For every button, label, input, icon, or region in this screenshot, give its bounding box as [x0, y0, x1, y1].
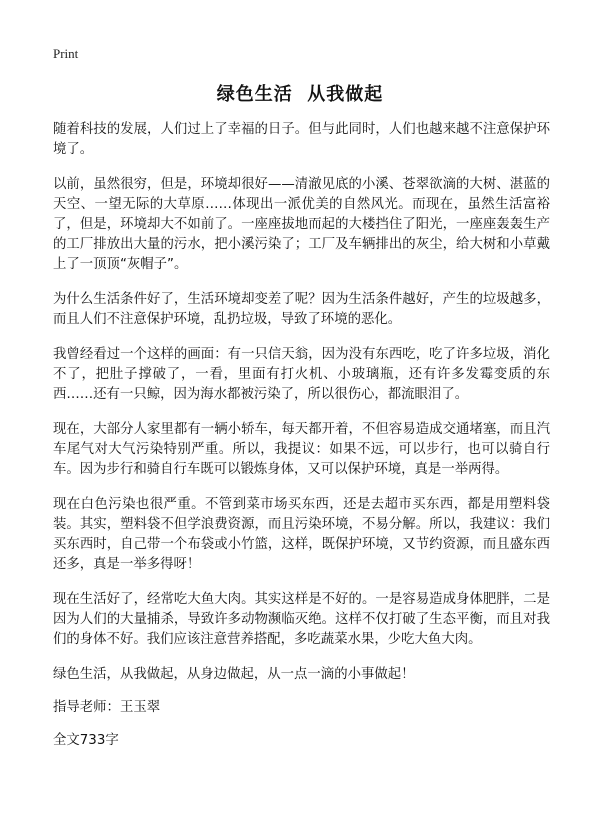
print-link[interactable]: Print	[53, 46, 79, 61]
word-count: 全文733字	[53, 733, 119, 748]
paragraph-why-worse: 为什么生活条件好了，生活环境却变差了呢？因为生活条件越好，产生的垃圾越多，而且人们不注意保护环境，乱扔垃圾，导致了环境的恶化。	[53, 292, 550, 327]
paragraph-intro: 随着科技的发展，人们过上了幸福的日子。但与此同时，人们也越来越不注意保护环境了。	[53, 122, 550, 157]
paragraph-diet: 现在生活好了，经常吃大鱼大肉。其实这样是不好的。一是容易造成身体肥胖，二是因为人们的大量捕杀，导致许多动物濒临灭绝。这样不仅打破了生态平衡，而且对我们的身体不好。我们应该注意营养搭配，多吃蔬菜水果，少吃大鱼大肉。	[53, 592, 550, 647]
paragraph-albatross: 我曾经看过一个这样的画面：有一只信天翁，因为没有东西吃，吃了许多垃圾，消化不了，把肚子撑破了，一看，里面有打火机、小玻璃瓶，还有许多发霉变质的东西……还有一只鲸，因为海水都被污染了，所以很伤心，都流眼泪了。	[53, 347, 550, 402]
paragraph-cars: 现在，大部分人家里都有一辆小轿车，每天都开着，不但容易造成交通堵塞，而且汽车尾气对大气污染特别严重。所以，我提议：如果不远，可以步行，也可以骑自行车。因为步行和骑自行车既可以锻炼身体，又可以保护环境，真是一举两得。	[53, 422, 550, 477]
article-body	[53, 120, 550, 766]
article-title: 绿色生活 从我做起	[216, 84, 384, 105]
paragraph-past-environment: 以前，虽然很穷，但是，环境却很好——清澈见底的小溪、苍翠欲滴的大树、湛蓝的天空、一望无际的大草原……体现出一派优美的自然风光。而现在，虽然生活富裕了，但是，环境却大不如前了。一座座拔地而起的大楼挡住了阳光，一座座轰轰生产的工厂排放出大量的污水，把小溪污染了；工厂及车辆排出的灰尘，给大树和小草戴上了一顶顶“灰帽子”。	[53, 177, 550, 272]
teacher-credit: 指导老师：王玉翠	[53, 700, 161, 715]
paragraph-conclusion: 绿色生活，从我做起，从身边做起，从一点一滴的小事做起！	[53, 667, 415, 682]
paragraph-plastic: 现在白色污染也很严重。不管到菜市场买东西，还是去超市买东西，都是用塑料袋装。其实，塑料袋不但学浪费资源，而且污染环境，不易分解。所以，我建议：我们买东西时，自己带一个布袋或小竹篮，这样，既保护环境，又节约资源，而且盛东西还多，真是一举多得呀！	[53, 497, 550, 572]
